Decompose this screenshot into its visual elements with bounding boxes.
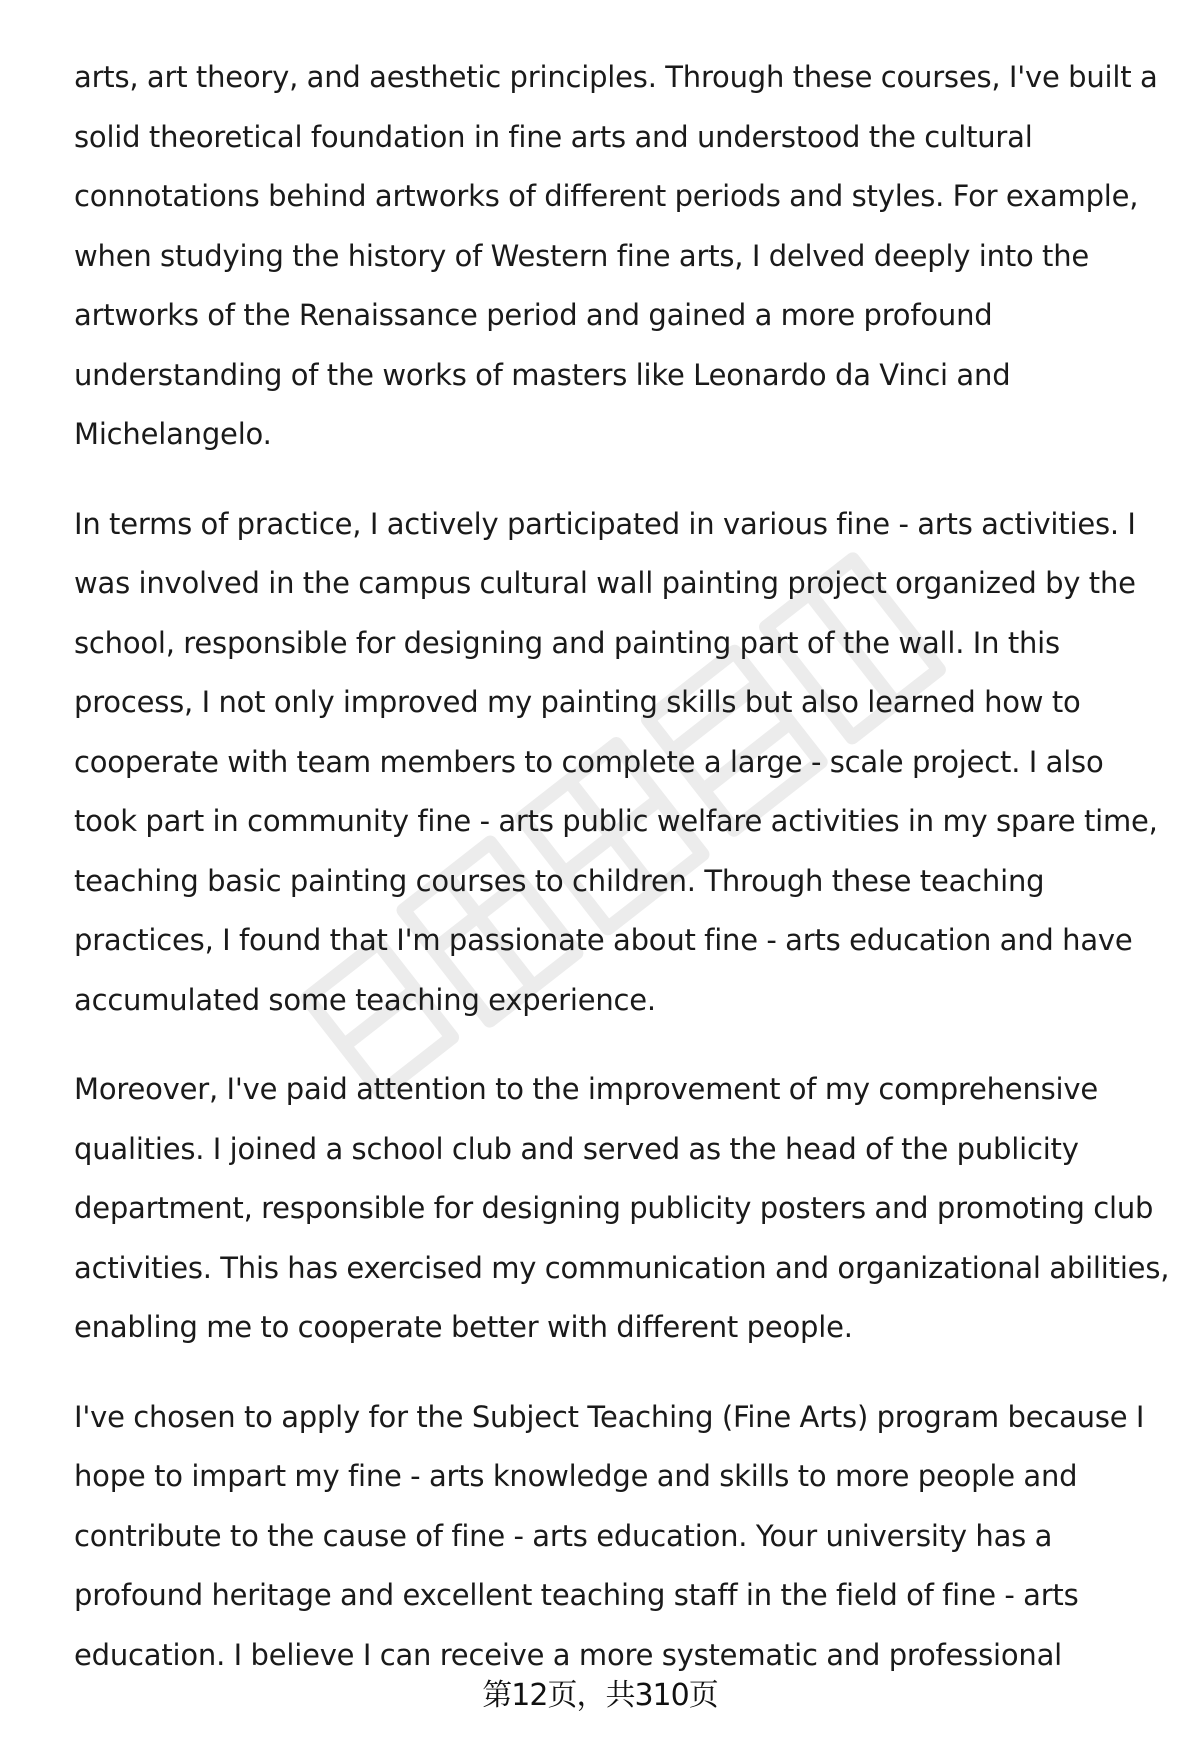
page-number-footer: 第12页，共310页 [482,1678,718,1713]
text-line: was involved in the campus cultural wall painting project organized by the [74,566,1136,600]
text-line: when studying the history of Western fine arts, I delved deeply into the [74,238,1090,273]
text-line: Michelangelo. [74,417,272,451]
text-line: process, I not only improved my painting skills but also learned how to [74,685,1081,719]
text-line: teaching basic painting courses to children. Through these teaching [74,863,1045,898]
text-line: education. I believe I can receive a more systematic and professional [74,1637,1063,1672]
text-line: department, responsible for designing publicity posters and promoting club [74,1191,1154,1225]
paragraph-qualities [74,1060,1170,1358]
text-line: solid theoretical foundation in fine arts and understood the cultural [74,119,1033,154]
text-line: qualities. I joined a school club and served as the head of the publicity [74,1131,1079,1166]
text-line: connotations behind artworks of different periods and styles. For example, [74,179,1139,213]
text-line: I've chosen to apply for the Subject Teaching (Fine Arts) program because I [74,1399,1145,1434]
text-line: activities. This has exercised my communication and organizational abilities, [74,1250,1170,1285]
text-line: practices, I found that I'm passionate about fine - arts education and have [74,923,1133,957]
text-line: arts, art theory, and aesthetic principles. Through these courses, I've built a [74,60,1158,94]
paragraph-practice [74,495,1164,1031]
text-line: artworks of the Renaissance period and gained a more profound [74,298,993,332]
text-line: profound heritage and excellent teaching staff in the field of fine - arts [74,1578,1079,1612]
document-page [74,48,1170,1715]
text-line: hope to impart my fine - arts knowledge and skills to more people and [74,1459,1078,1493]
text-line: took part in community fine - arts public welfare activities in my spare time, [74,804,1158,838]
text-line: contribute to the cause of fine - arts education. Your university has a [74,1518,1053,1553]
text-line: understanding of the works of masters like Leonardo da Vinci and [74,357,1011,392]
text-line: accumulated some teaching experience. [74,982,656,1017]
paragraph-motivation [74,1388,1164,1686]
text-line: cooperate with team members to complete a large - scale project. I also [74,744,1104,779]
text-line: enabling me to cooperate better with different people. [74,1310,853,1344]
text-line: Moreover, I've paid attention to the improvement of my comprehensive [74,1072,1099,1106]
paragraph-coursework [74,48,1164,465]
text-line: In terms of practice, I actively participated in various fine - arts activities. I [74,506,1136,541]
text-line: school, responsible for designing and painting part of the wall. In this [74,625,1060,660]
